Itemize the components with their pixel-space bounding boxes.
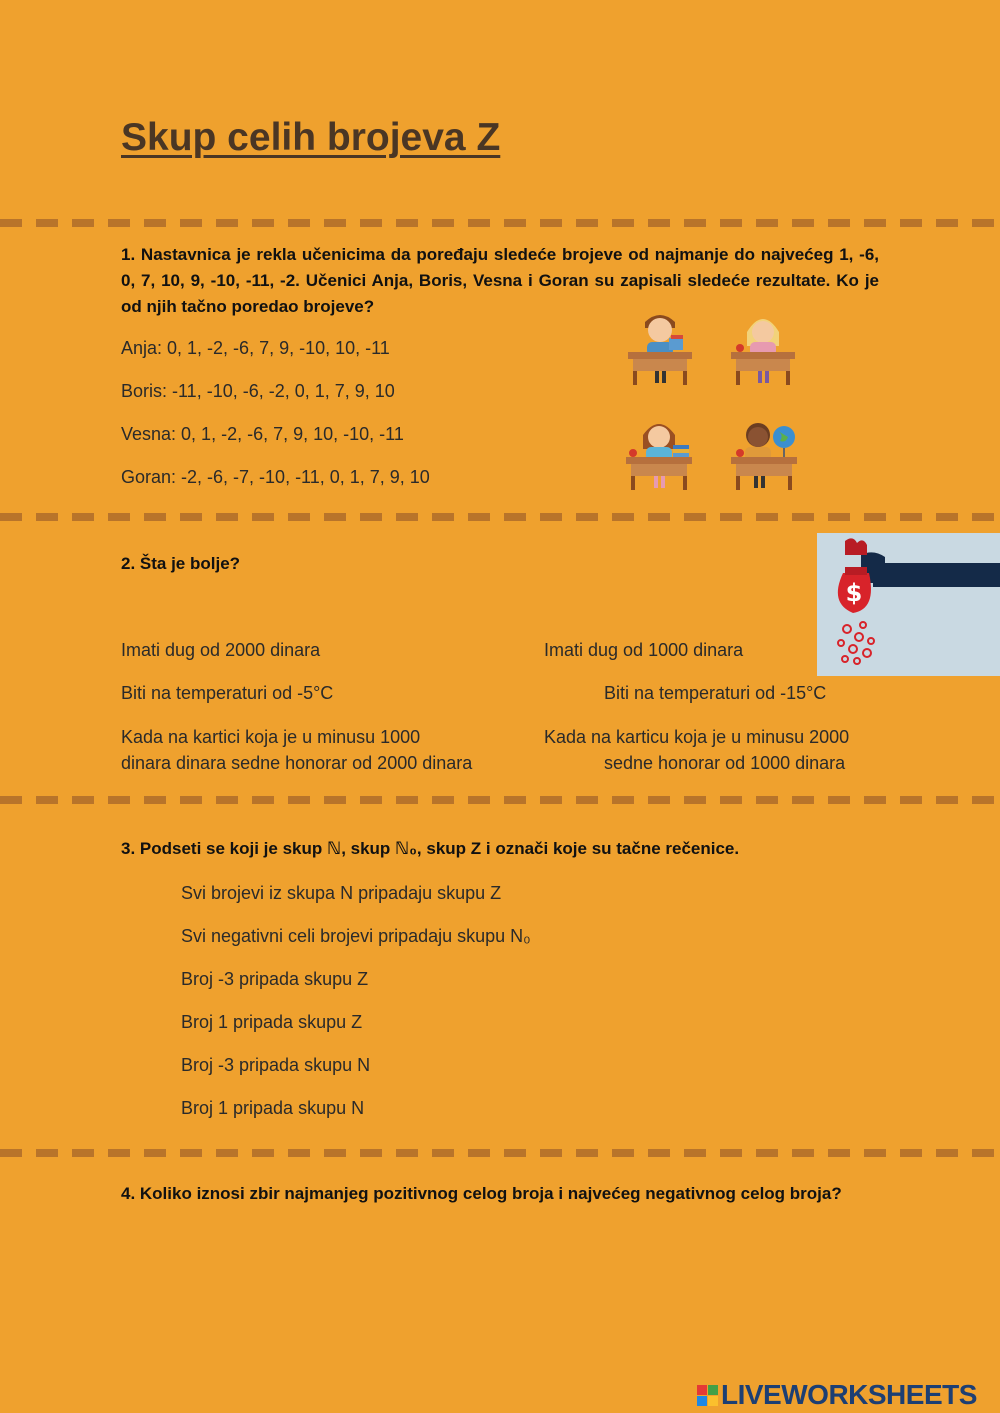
q2-right-option-3-line-1: Kada na karticu koja je u minusu 2000 <box>544 727 850 747</box>
statement-4[interactable]: Broj 1 pripada skupu Z <box>181 1012 363 1032</box>
answer-goran: Goran: -2, -6, -7, -10, -11, 0, 1, 7, 9, 10 <box>121 467 430 487</box>
question-1: 1. Nastavnica je rekla učenicima da poređaju sledeće brojeve od najmanje do najvećeg 1, -6, 0, 7, 10, 9, -10, -11, -2. Učenici Anja, Boris, Vesna i Goran su zapisali sledeće rezultate. Ko je od njih tačno poredao brojeve? <box>121 245 879 316</box>
student-girl-books-icon <box>623 413 695 491</box>
student-boy-desk-icon <box>625 308 695 386</box>
q2-left-option-2: Biti na temperaturi od -5°C <box>121 683 334 703</box>
statement-3[interactable]: Broj -3 pripada skupu Z <box>181 969 369 989</box>
dashed-separator <box>0 1149 1000 1157</box>
dashed-separator <box>0 796 1000 804</box>
q2-left-option-3-line-1: Kada na kartici koja je u minusu 1000 <box>121 727 421 747</box>
dashed-separator <box>0 219 1000 227</box>
q2-right-option-3-line-2: sedne honorar od 1000 dinara <box>604 753 846 773</box>
footer-brand: LIVEWORKSHEETS <box>721 1379 977 1410</box>
page-title: Skup celih brojeva Z <box>121 116 501 159</box>
statement-5[interactable]: Broj -3 pripada skupu N <box>181 1055 371 1075</box>
q2-left-option-1: Imati dug od 2000 dinara <box>121 640 321 660</box>
answer-anja: Anja: 0, 1, -2, -6, 7, 9, -10, 10, -11 <box>121 338 390 358</box>
logo-icon <box>697 1385 718 1406</box>
dollar-sign-icon: $ <box>845 579 863 607</box>
student-boy-globe-icon <box>728 413 800 491</box>
statement-2[interactable]: Svi negativni celi brojevi pripadaju skupu N₀ <box>181 926 531 946</box>
q2-left-option-3-line-2: dinara dinara sedne honorar od 2000 dinara <box>121 753 473 773</box>
answer-vesna: Vesna: 0, 1, -2, -6, 7, 9, 10, -10, -11 <box>121 424 404 444</box>
question-3: 3. Podseti se koji je skup ℕ, skup ℕ₀, skup Z i označi koje su tačne rečenice. <box>121 839 740 858</box>
student-girl-desk-icon <box>728 308 798 386</box>
dashed-separator <box>0 513 1000 521</box>
liveworksheets-logo <box>697 1379 977 1411</box>
q2-right-option-2: Biti na temperaturi od -15°C <box>604 683 827 703</box>
answer-boris: Boris: -11, -10, -6, -2, 0, 1, 7, 9, 10 <box>121 381 395 401</box>
question-4: 4. Koliko iznosi zbir najmanjeg pozitivnog celog broja i najvećeg negativnog celog broja? <box>121 1184 842 1203</box>
money-bag-image <box>817 533 1000 676</box>
statement-6[interactable]: Broj 1 pripada skupu N <box>181 1098 365 1118</box>
question-2: 2. Šta je bolje? <box>121 554 241 573</box>
statement-1[interactable]: Svi brojevi iz skupa N pripadaju skupu Z <box>181 883 502 903</box>
q2-right-option-1: Imati dug od 1000 dinara <box>544 640 744 660</box>
